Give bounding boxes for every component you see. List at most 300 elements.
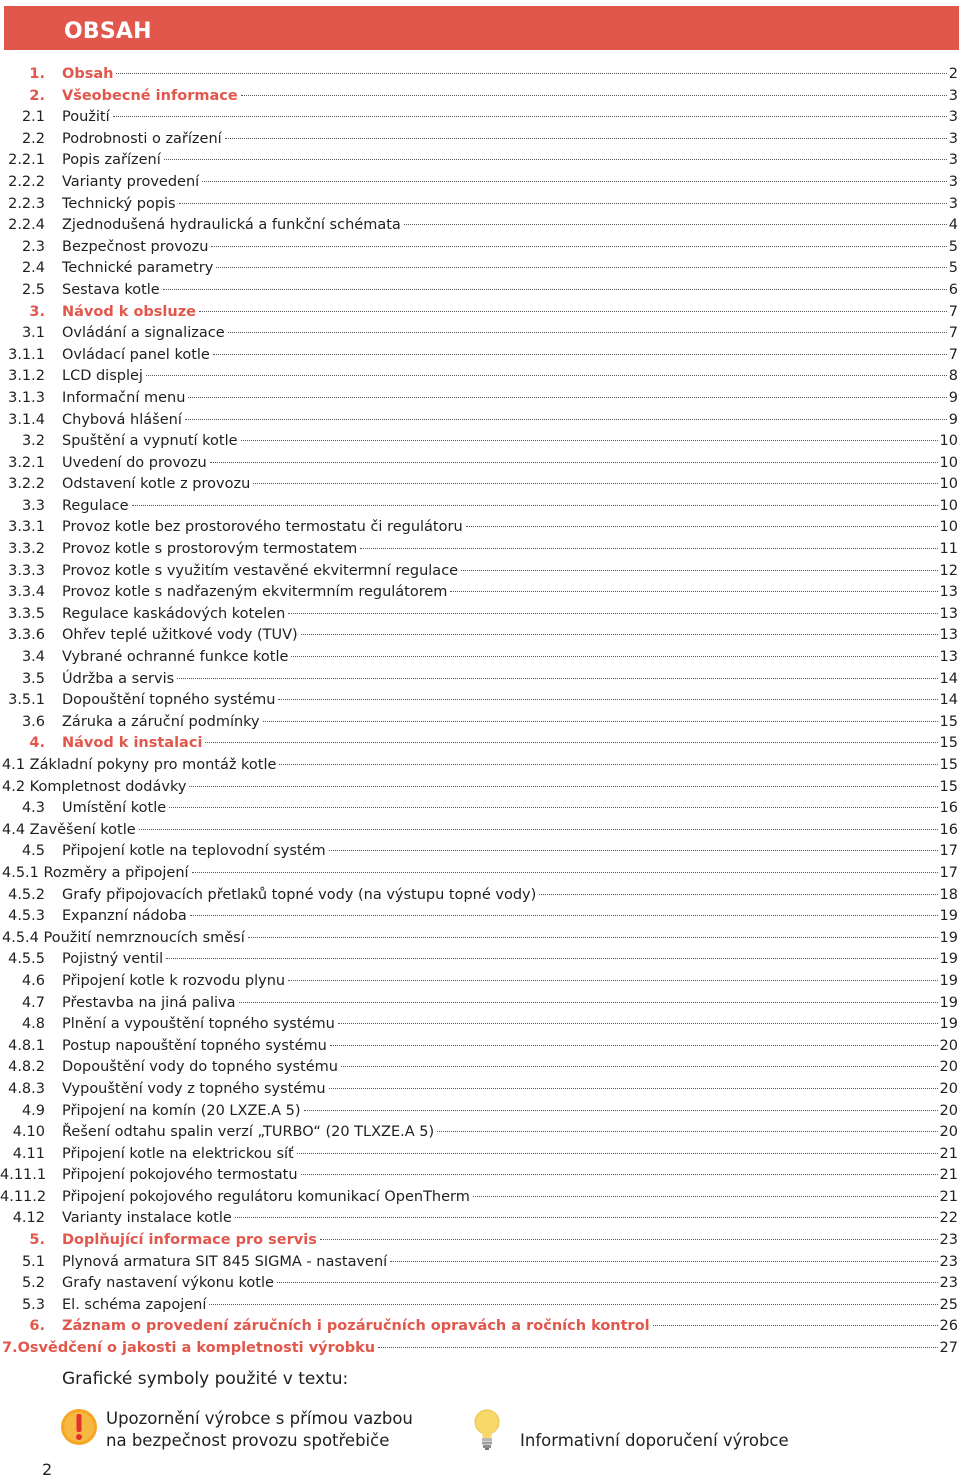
toc-entry-page: 7 bbox=[948, 346, 958, 363]
toc-entry-number: 5. bbox=[29, 1232, 45, 1249]
toc-entry-title: Pojistný ventil bbox=[62, 951, 164, 968]
toc-entry-number: 4.11.2 bbox=[0, 1188, 47, 1205]
toc-leader-dots bbox=[279, 763, 937, 765]
toc-leader-dots bbox=[278, 698, 937, 700]
toc-leader-dots bbox=[189, 785, 937, 787]
toc-entry[interactable] bbox=[0, 1338, 960, 1360]
toc-leader-dots bbox=[291, 655, 937, 657]
toc-leader-dots bbox=[205, 741, 937, 743]
toc-entry-number: 2.3 bbox=[21, 238, 45, 255]
toc-leader-dots bbox=[341, 1065, 938, 1067]
toc-leader-dots bbox=[199, 310, 947, 312]
toc-entry[interactable] bbox=[0, 625, 960, 647]
toc-entry-title: Návod k obsluze bbox=[62, 303, 196, 320]
toc-entry-number: 2. bbox=[29, 87, 45, 104]
toc-entry-page: 23 bbox=[939, 1275, 958, 1292]
toc-entry[interactable] bbox=[0, 971, 960, 993]
toc-leader-dots bbox=[330, 1044, 938, 1046]
toc-leader-dots bbox=[304, 1109, 938, 1111]
toc-entry-page: 3 bbox=[948, 152, 958, 169]
toc-entry-title: 4.5.4 Použití nemrznoucích směsí bbox=[2, 929, 245, 946]
toc-entry-title: Regulace kaskádových kotelen bbox=[62, 605, 286, 622]
toc-entry[interactable] bbox=[0, 237, 960, 259]
toc-leader-dots bbox=[360, 547, 937, 549]
toc-entry-page: 17 bbox=[939, 864, 958, 881]
toc-entry-number: 2.2.3 bbox=[8, 195, 45, 212]
toc-entry-number: 3.3.1 bbox=[8, 519, 45, 536]
section-title: OBSAH bbox=[64, 19, 152, 44]
toc-entry-title: Připojení kotle na teplovodní systém bbox=[62, 843, 326, 860]
toc-entry[interactable] bbox=[0, 86, 960, 108]
toc-entry-number: 3.1.1 bbox=[8, 346, 45, 363]
toc-entry-page: 21 bbox=[939, 1188, 958, 1205]
toc-entry-title: Informační menu bbox=[62, 389, 186, 406]
toc-entry[interactable] bbox=[0, 1230, 960, 1252]
toc-entry-page: 4 bbox=[948, 217, 958, 234]
toc-entry[interactable] bbox=[0, 841, 960, 863]
toc-leader-dots bbox=[190, 914, 938, 916]
toc-leader-dots bbox=[139, 828, 938, 830]
toc-entry-title: Návod k instalaci bbox=[62, 735, 203, 752]
toc-leader-dots bbox=[473, 1195, 938, 1197]
toc-entry[interactable] bbox=[0, 712, 960, 734]
warning-line-2: na bezpečnost provozu spotřebiče bbox=[106, 1431, 390, 1450]
toc-entry[interactable] bbox=[0, 863, 960, 885]
toc-entry-page: 11 bbox=[939, 541, 958, 558]
toc-entry-page: 18 bbox=[939, 886, 958, 903]
toc-entry[interactable] bbox=[0, 517, 960, 539]
toc-entry[interactable] bbox=[0, 993, 960, 1015]
toc-leader-dots bbox=[211, 245, 946, 247]
toc-entry[interactable] bbox=[0, 302, 960, 324]
toc-entry-page: 16 bbox=[939, 800, 958, 817]
toc-entry-title: Dopouštění vody do topného systému bbox=[62, 1059, 338, 1076]
toc-entry-page: 6 bbox=[948, 281, 958, 298]
toc-leader-dots bbox=[210, 461, 938, 463]
toc-leader-dots bbox=[297, 1152, 938, 1154]
toc-entry[interactable] bbox=[0, 150, 960, 172]
toc-entry[interactable] bbox=[0, 107, 960, 129]
toc-entry[interactable] bbox=[0, 604, 960, 626]
toc-entry[interactable] bbox=[0, 582, 960, 604]
toc-entry-number: 4.5.2 bbox=[8, 886, 45, 903]
toc-leader-dots bbox=[177, 677, 937, 679]
toc-leader-dots bbox=[450, 590, 937, 592]
page-number: 2 bbox=[42, 1460, 53, 1479]
warning-line-1: Upozornění výrobce s přímou vazbou bbox=[106, 1409, 413, 1428]
toc-entry-number: 4.12 bbox=[12, 1210, 45, 1227]
toc-entry[interactable] bbox=[0, 194, 960, 216]
toc-entry-page: 21 bbox=[939, 1167, 958, 1184]
toc-entry-number: 4.5 bbox=[21, 843, 45, 860]
toc-entry-title: LCD displej bbox=[62, 368, 143, 385]
info-description: Informativní doporučení výrobce bbox=[520, 1431, 789, 1450]
toc-entry-title: Uvedení do provozu bbox=[62, 454, 207, 471]
toc-leader-dots bbox=[192, 871, 938, 873]
toc-leader-dots bbox=[228, 331, 947, 333]
toc-entry-title: Umístění kotle bbox=[62, 800, 167, 817]
toc-entry-title: 4.4 Zavěšení kotle bbox=[2, 821, 136, 838]
toc-leader-dots bbox=[263, 720, 938, 722]
toc-entry-page: 19 bbox=[939, 908, 958, 925]
toc-entry-number: 4.7 bbox=[21, 994, 45, 1011]
toc-entry-title: Vybrané ochranné funkce kotle bbox=[62, 649, 289, 666]
toc-entry-title: Doplňující informace pro servis bbox=[62, 1232, 317, 1249]
toc-entry-title: Chybová hlášení bbox=[62, 411, 182, 428]
toc-entry-title: Grafy připojovacích přetlaků topné vody (na výstupu topné vody) bbox=[62, 886, 537, 903]
toc-entry-number: 3.1 bbox=[21, 325, 45, 342]
toc-entry-page: 19 bbox=[939, 929, 958, 946]
toc-entry[interactable] bbox=[0, 64, 960, 86]
toc-entry-page: 22 bbox=[939, 1210, 958, 1227]
toc-entry-number: 1. bbox=[29, 66, 45, 82]
toc-entry-title: Varianty provedení bbox=[62, 173, 200, 190]
toc-entry-number: 3.3.3 bbox=[8, 562, 45, 579]
toc-leader-dots bbox=[653, 1324, 938, 1326]
toc-leader-dots bbox=[301, 1173, 938, 1175]
toc-entry[interactable] bbox=[0, 690, 960, 712]
toc-entry[interactable] bbox=[0, 1057, 960, 1079]
toc-leader-dots bbox=[241, 439, 938, 441]
toc-entry[interactable] bbox=[0, 215, 960, 237]
toc-entry-page: 19 bbox=[939, 972, 958, 989]
toc-entry-title: Postup napouštění topného systému bbox=[62, 1037, 327, 1054]
toc-entry-page: 10 bbox=[939, 519, 958, 536]
toc-leader-dots bbox=[216, 266, 946, 268]
toc-entry-title: Připojení kotle k rozvodu plynu bbox=[62, 972, 286, 989]
toc-entry-number: 4.6 bbox=[21, 972, 45, 989]
toc-leader-dots bbox=[539, 893, 937, 895]
toc-entry-number: 5.1 bbox=[21, 1253, 45, 1270]
toc-entry-title: El. schéma zapojení bbox=[62, 1296, 207, 1313]
toc-leader-dots bbox=[116, 72, 946, 74]
toc-entry-title: Všeobecné informace bbox=[62, 87, 238, 104]
toc-leader-dots bbox=[288, 612, 937, 614]
toc-entry-number: 2.2.2 bbox=[8, 173, 45, 190]
toc-entry-number: 3.3.6 bbox=[8, 627, 45, 644]
toc-entry-title: Připojení kotle na elektrickou síť bbox=[62, 1145, 294, 1162]
toc-entry-title: Připojení na komín (20 LXZE.A 5) bbox=[62, 1102, 301, 1119]
toc-entry[interactable] bbox=[0, 345, 960, 367]
toc-entry-page: 19 bbox=[939, 1016, 958, 1033]
toc-entry-number: 3.3 bbox=[21, 497, 45, 514]
toc-entry-title: Technické parametry bbox=[62, 260, 214, 277]
toc-leader-dots bbox=[209, 1303, 937, 1305]
toc-entry-title: 7.Osvědčení o jakosti a kompletnosti výrobku bbox=[2, 1340, 376, 1357]
toc-entry-title: Záruka a záruční podmínky bbox=[62, 713, 260, 730]
toc-entry-number: 5.3 bbox=[21, 1296, 45, 1313]
toc-leader-dots bbox=[132, 504, 938, 506]
toc-entry-page: 9 bbox=[948, 411, 958, 428]
toc-leader-dots bbox=[378, 1346, 937, 1348]
toc-entry[interactable] bbox=[0, 1295, 960, 1317]
toc-entry-title: Bezpečnost provozu bbox=[62, 238, 209, 255]
toc-entry-page: 20 bbox=[939, 1124, 958, 1141]
toc-entry[interactable] bbox=[0, 388, 960, 410]
warning-description bbox=[106, 1408, 413, 1452]
toc-leader-dots bbox=[288, 979, 937, 981]
toc-entry-title: Provoz kotle s využitím vestavěné ekvitermní regulace bbox=[62, 562, 459, 579]
toc-entry-page: 27 bbox=[939, 1340, 958, 1357]
toc-leader-dots bbox=[213, 353, 947, 355]
toc-entry-title: Popis zařízení bbox=[62, 152, 161, 169]
toc-entry-page: 23 bbox=[939, 1253, 958, 1270]
toc-entry-title: Záznam o provedení záručních i pozáručních opravách a ročních kontrol bbox=[62, 1318, 650, 1335]
toc-entry-number: 3.2.2 bbox=[8, 476, 45, 493]
toc-entry-title: Použití bbox=[62, 109, 110, 126]
toc-entry-page: 3 bbox=[948, 87, 958, 104]
toc-entry-page: 15 bbox=[939, 778, 958, 795]
toc-entry-page: 13 bbox=[939, 584, 958, 601]
toc-leader-dots bbox=[188, 396, 946, 398]
toc-entry-title: Přestavba na jiná paliva bbox=[62, 994, 236, 1011]
toc-entry-page: 8 bbox=[948, 368, 958, 385]
toc-leader-dots bbox=[185, 418, 947, 420]
toc-entry-page: 23 bbox=[939, 1232, 958, 1249]
toc-entry-number: 4.11 bbox=[12, 1145, 45, 1162]
toc-entry[interactable] bbox=[0, 885, 960, 907]
toc-entry-title: Provoz kotle s prostorovým termostatem bbox=[62, 541, 358, 558]
toc-entry-title: Údržba a servis bbox=[62, 670, 175, 687]
toc-entry[interactable] bbox=[0, 474, 960, 496]
toc-entry-number: 4. bbox=[29, 735, 45, 752]
toc-entry-title: Zjednodušená hydraulická a funkční schémata bbox=[62, 217, 401, 234]
toc-leader-dots bbox=[390, 1260, 937, 1262]
toc-entry-number: 4.11.1 bbox=[0, 1167, 47, 1184]
toc-entry-number: 2.2.4 bbox=[8, 217, 45, 234]
toc-entry[interactable] bbox=[0, 129, 960, 151]
toc-entry[interactable] bbox=[0, 453, 960, 475]
toc-entry-number: 3.1.2 bbox=[8, 368, 45, 385]
toc-entry-page: 10 bbox=[939, 454, 958, 471]
toc-entry-page: 3 bbox=[948, 195, 958, 212]
toc-leader-dots bbox=[241, 94, 947, 96]
toc-entry-page: 10 bbox=[939, 433, 958, 450]
toc-entry-number: 3.3.4 bbox=[8, 584, 45, 601]
toc-leader-dots bbox=[163, 288, 947, 290]
toc-entry-page: 26 bbox=[939, 1318, 958, 1335]
toc-entry-title: Vypouštění vody z topného systému bbox=[62, 1080, 326, 1097]
toc-entry-title: Obsah bbox=[62, 66, 114, 82]
toc-entry-page: 16 bbox=[939, 821, 958, 838]
toc-entry-title: 4.1 Základní pokyny pro montáž kotle bbox=[2, 757, 277, 773]
toc-entry[interactable] bbox=[0, 258, 960, 280]
toc-leader-dots bbox=[202, 180, 947, 182]
toc-entry-number: 3. bbox=[29, 303, 45, 320]
toc-entry[interactable] bbox=[0, 1014, 960, 1036]
toc-entry[interactable] bbox=[0, 172, 960, 194]
toc-entry-number: 2.5 bbox=[21, 281, 45, 298]
warning-exclamation-icon bbox=[60, 1408, 98, 1446]
toc-entry[interactable] bbox=[0, 561, 960, 583]
toc-leader-dots bbox=[253, 482, 937, 484]
toc-entry-title: Dopouštění topného systému bbox=[62, 692, 276, 709]
toc-entry-page: 5 bbox=[948, 260, 958, 277]
toc-entry-page: 14 bbox=[939, 692, 958, 709]
toc-entry[interactable] bbox=[0, 1036, 960, 1058]
toc-entry-number: 4.8.2 bbox=[8, 1059, 45, 1076]
toc-entry-page: 13 bbox=[939, 627, 958, 644]
toc-entry-number: 5.2 bbox=[21, 1275, 45, 1292]
toc-entry-title: 4.2 Kompletnost dodávky bbox=[2, 778, 187, 795]
toc-entry-page: 3 bbox=[948, 130, 958, 147]
toc-entry[interactable] bbox=[0, 669, 960, 691]
toc-entry[interactable] bbox=[0, 1208, 960, 1230]
toc-leader-dots bbox=[329, 1087, 938, 1089]
toc-entry[interactable] bbox=[0, 1079, 960, 1101]
toc-entry-number: 3.2 bbox=[21, 433, 45, 450]
toc-entry-number: 4.5.3 bbox=[8, 908, 45, 925]
toc-entry-title: Ovládání a signalizace bbox=[62, 325, 225, 342]
toc-entry[interactable] bbox=[0, 949, 960, 971]
toc-entry-number: 4.9 bbox=[21, 1102, 45, 1119]
toc-entry[interactable] bbox=[0, 539, 960, 561]
toc-entry-title: Podrobnosti o zařízení bbox=[62, 130, 222, 147]
section-header-bar bbox=[4, 6, 959, 50]
toc-entry-page: 13 bbox=[939, 649, 958, 666]
toc-entry-page: 15 bbox=[939, 713, 958, 730]
toc-leader-dots bbox=[320, 1238, 938, 1240]
table-of-contents bbox=[0, 64, 960, 1360]
toc-entry-page: 15 bbox=[939, 757, 958, 773]
toc-entry-title: Grafy nastavení výkonu kotle bbox=[62, 1275, 274, 1292]
toc-entry-title: Technický popis bbox=[62, 195, 176, 212]
toc-entry[interactable] bbox=[0, 1101, 960, 1123]
toc-entry[interactable] bbox=[0, 1122, 960, 1144]
toc-entry[interactable] bbox=[0, 431, 960, 453]
toc-entry-title: Odstavení kotle z provozu bbox=[62, 476, 251, 493]
toc-leader-dots bbox=[461, 569, 937, 571]
toc-entry-page: 12 bbox=[939, 562, 958, 579]
toc-entry-title: Expanzní nádoba bbox=[62, 908, 187, 925]
toc-entry[interactable] bbox=[0, 798, 960, 820]
toc-entry-page: 7 bbox=[948, 303, 958, 320]
toc-entry[interactable] bbox=[0, 496, 960, 518]
toc-entry[interactable] bbox=[0, 1316, 960, 1338]
toc-entry-page: 7 bbox=[948, 325, 958, 342]
toc-entry-title: Plnění a vypouštění topného systému bbox=[62, 1016, 335, 1033]
toc-entry-number: 3.3.2 bbox=[8, 541, 45, 558]
toc-entry-page: 5 bbox=[948, 238, 958, 255]
toc-entry-page: 3 bbox=[948, 109, 958, 126]
toc-leader-dots bbox=[164, 158, 947, 160]
toc-entry-page: 10 bbox=[939, 476, 958, 493]
toc-leader-dots bbox=[113, 115, 947, 117]
toc-entry-title: Provoz kotle s nadřazeným ekvitermním regulátorem bbox=[62, 584, 448, 601]
toc-entry[interactable] bbox=[0, 1252, 960, 1274]
toc-leader-dots bbox=[248, 936, 938, 938]
toc-leader-dots bbox=[301, 633, 938, 635]
toc-entry[interactable] bbox=[0, 906, 960, 928]
toc-entry-number: 3.4 bbox=[21, 649, 45, 666]
toc-entry-title: Spuštění a vypnutí kotle bbox=[62, 433, 238, 450]
toc-entry-number: 4.8.3 bbox=[8, 1080, 45, 1097]
toc-entry-number: 4.10 bbox=[12, 1124, 45, 1141]
toc-entry[interactable] bbox=[0, 1273, 960, 1295]
toc-entry[interactable] bbox=[0, 323, 960, 345]
toc-entry-number: 3.5.1 bbox=[8, 692, 45, 709]
toc-leader-dots bbox=[404, 223, 947, 225]
toc-entry[interactable] bbox=[0, 280, 960, 302]
toc-entry-number: 2.2 bbox=[21, 130, 45, 147]
toc-entry-number: 2.4 bbox=[21, 260, 45, 277]
toc-entry-page: 20 bbox=[939, 1080, 958, 1097]
toc-entry-page: 15 bbox=[939, 735, 958, 752]
toc-entry[interactable] bbox=[0, 733, 960, 755]
toc-entry-title: Provoz kotle bez prostorového termostatu či regulátoru bbox=[62, 519, 463, 536]
toc-entry[interactable] bbox=[0, 928, 960, 950]
toc-entry-title: Ovládací panel kotle bbox=[62, 346, 210, 363]
lightbulb-icon bbox=[470, 1408, 504, 1452]
toc-entry-number: 3.6 bbox=[21, 713, 45, 730]
toc-entry[interactable] bbox=[0, 366, 960, 388]
toc-entry-page: 9 bbox=[948, 389, 958, 406]
toc-entry[interactable] bbox=[0, 755, 960, 777]
toc-leader-dots bbox=[166, 957, 937, 959]
toc-entry-page: 19 bbox=[939, 951, 958, 968]
symbols-heading: Grafické symboly použité v textu: bbox=[62, 1369, 349, 1389]
toc-entry-title: Připojení pokojového regulátoru komunikací OpenTherm bbox=[62, 1188, 470, 1205]
toc-leader-dots bbox=[437, 1130, 937, 1132]
toc-entry-page: 17 bbox=[939, 843, 958, 860]
toc-entry[interactable] bbox=[0, 777, 960, 799]
toc-entry-title: Připojení pokojového termostatu bbox=[62, 1167, 298, 1184]
toc-leader-dots bbox=[169, 806, 937, 808]
toc-leader-dots bbox=[239, 1001, 938, 1003]
toc-leader-dots bbox=[225, 137, 947, 139]
toc-entry-page: 20 bbox=[939, 1037, 958, 1054]
toc-leader-dots bbox=[146, 374, 947, 376]
toc-entry[interactable] bbox=[0, 410, 960, 432]
toc-leader-dots bbox=[329, 849, 938, 851]
toc-entry[interactable] bbox=[0, 1144, 960, 1166]
toc-leader-dots bbox=[179, 202, 947, 204]
toc-entry-number: 3.1.3 bbox=[8, 389, 45, 406]
toc-entry-number: 4.3 bbox=[21, 800, 45, 817]
toc-entry-number: 4.8 bbox=[21, 1016, 45, 1033]
toc-entry-page: 19 bbox=[939, 994, 958, 1011]
toc-entry-title: Ohřev teplé užitkové vody (TUV) bbox=[62, 627, 298, 644]
toc-entry-page: 13 bbox=[939, 605, 958, 622]
toc-leader-dots bbox=[235, 1216, 938, 1218]
toc-entry-number: 4.5.5 bbox=[8, 951, 45, 968]
toc-entry-number: 3.3.5 bbox=[8, 605, 45, 622]
toc-entry-page: 10 bbox=[939, 497, 958, 514]
toc-entry-page: 21 bbox=[939, 1145, 958, 1162]
toc-entry[interactable] bbox=[0, 1187, 960, 1209]
toc-leader-dots bbox=[277, 1281, 938, 1283]
toc-entry-title: Řešení odtahu spalin verzí „TURBO“ (20 TLXZE.A 5) bbox=[62, 1124, 435, 1141]
toc-entry-page: 14 bbox=[939, 670, 958, 687]
toc-entry-page: 25 bbox=[939, 1296, 958, 1313]
toc-entry[interactable] bbox=[0, 1165, 960, 1187]
toc-leader-dots bbox=[466, 525, 938, 527]
toc-entry-number: 3.5 bbox=[21, 670, 45, 687]
toc-entry-number: 3.1.4 bbox=[8, 411, 45, 428]
toc-entry-title: 4.5.1 Rozměry a připojení bbox=[2, 864, 189, 881]
toc-entry-number: 4.8.1 bbox=[8, 1037, 45, 1054]
toc-entry-number: 3.2.1 bbox=[8, 454, 45, 471]
toc-entry[interactable] bbox=[0, 647, 960, 669]
toc-entry-title: Varianty instalace kotle bbox=[62, 1210, 232, 1227]
toc-entry[interactable] bbox=[0, 820, 960, 842]
toc-entry-title: Regulace bbox=[62, 497, 129, 514]
toc-entry-page: 3 bbox=[948, 173, 958, 190]
toc-entry-page: 2 bbox=[948, 66, 958, 82]
toc-entry-page: 20 bbox=[939, 1059, 958, 1076]
toc-entry-title: Sestava kotle bbox=[62, 281, 160, 298]
toc-entry-title: Plynová armatura SIT 845 SIGMA - nastavení bbox=[62, 1253, 388, 1270]
